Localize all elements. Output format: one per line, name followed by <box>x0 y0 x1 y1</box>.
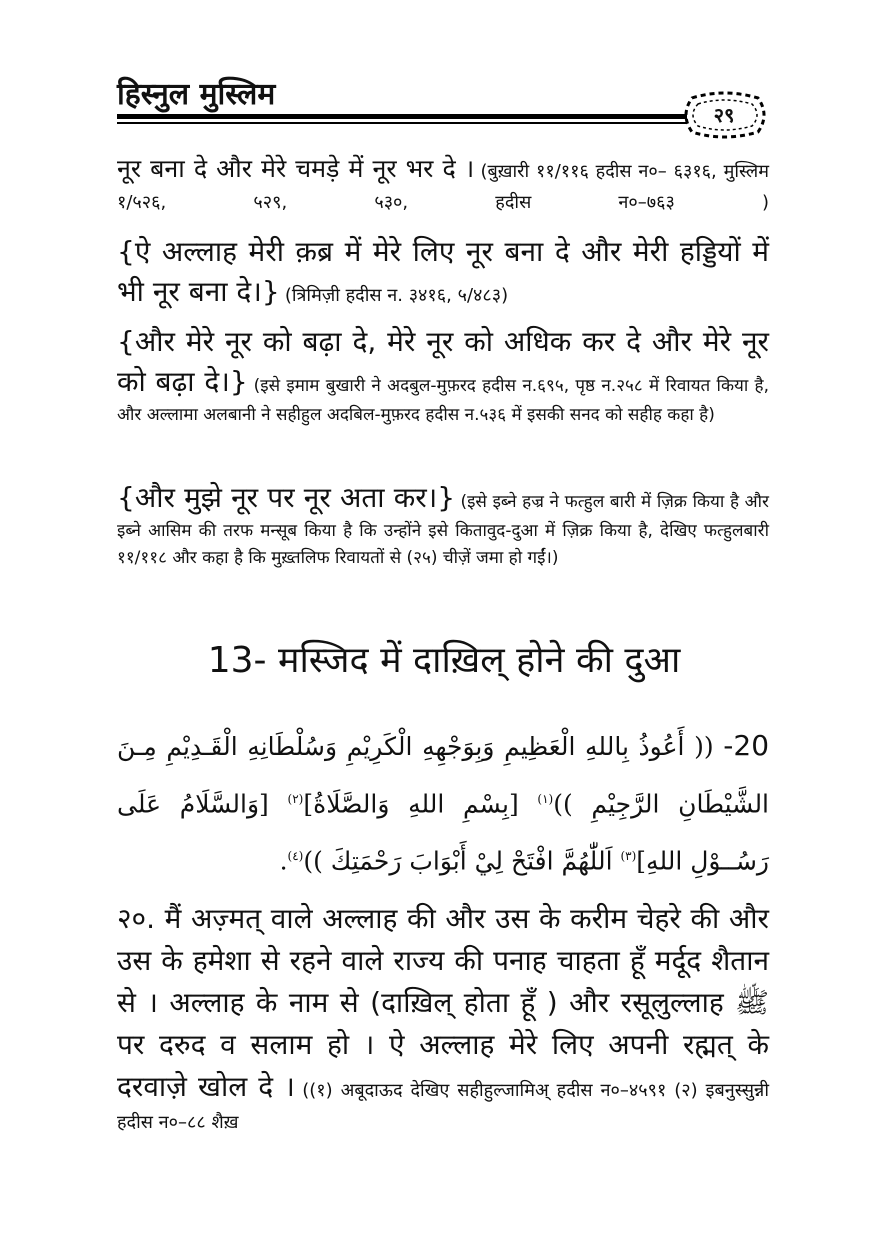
header-rule-thin <box>117 122 687 124</box>
translation-footnote: ((१) अबूदाऊद देखिए सहीहुल्जामिअ् हदीस न०–४५९१ (२) इबनुस्सुन्नी हदीस न०–८८ शैख़ <box>117 1080 769 1133</box>
book-title: हिस्नुल मुस्लिम <box>117 77 276 112</box>
paragraph-1-reference: (बुख़ारी ११/११६ हदीस न०– ६३१६, मुस्लिम १/५२६, ५२९, ५३०, हदीस न०–७६३ ) <box>117 161 769 213</box>
translation <box>117 898 769 1137</box>
section-heading: 13- मस्जिद में दाख़िल् होने की दुआ <box>207 640 681 681</box>
paragraph-1 <box>117 150 769 217</box>
arabic-line-3b: اَللّٰهُمَّ افْتَحْ لِيْ أَبْوَابَ رَحْمَتِكَ )) <box>303 846 613 876</box>
paragraph-2-reference: (त्रिमिज़ी हदीस न. ३४१६, ५/४८३) <box>284 285 509 306</box>
dua-number: 20- <box>723 729 770 762</box>
translation-text: २०. मैं अज़्मत् वाले अल्लाह की और उस के करीम चेहरे की और उस के हमेशा से रहने वाले राज्य की पनाह चाहता हूँ मर्दूद शैतान से । अल्लाह के नाम से (दाख़िल् होता हूँ ) और रसूलुल्लाह ﷺ पर दरुद व सलाम हो । ऐ अल्लाह मेरे लिए अपनी रह्मत् के दरवाज़े खोल दे । <box>117 902 769 1103</box>
arabic-line-2b: [بِسْمِ اللهِ وَالصَّلَاةُ] <box>303 789 519 819</box>
arabic-line-2c: [وَالسَّلَامُ عَلَى رَسُــوْلِ <box>117 789 769 876</box>
arabic-end: . <box>279 846 288 876</box>
paragraph-3 <box>117 322 769 429</box>
header-rule-thick <box>117 114 687 119</box>
footnote-marker-4: (٤) <box>287 849 304 864</box>
page-number-badge <box>678 90 770 140</box>
arabic-line-3: اللهِ] <box>636 846 683 876</box>
footnote-marker-2: (٢) <box>287 792 304 806</box>
footnote-marker-1: (١) <box>537 792 554 806</box>
footnote-marker-3: (٣) <box>620 849 637 864</box>
paragraph-3-reference: (इसे इमाम बुखारी ने अदबुल-मुफ़रद हदीस न.६९५, पृष्ठ न.२५८ में रिवायत किया है, और अल्लामा अलबानी ने सहीहुल अदबिल-मुफ़रद हदीस न.५३६ में इसकी सनद को सहीह कहा है) <box>117 376 769 425</box>
paragraph-1-text: नूर बना दे और मेरे चमड़े में नूर भर दे । <box>117 154 475 183</box>
paragraph-4-text: {और मुझे नूर पर नूर अता कर।} <box>117 481 456 514</box>
arabic-line-1: (( أَعُوذُ بِاللهِ الْعَظِيمِ وَبِوَجْهِهِ الْكَرِيْمِ وَسُلْطَانِهِ الْقَـدِيْمِ مِـنَ <box>117 732 714 761</box>
paragraph-4 <box>117 478 769 572</box>
page-number: २९ <box>713 103 735 127</box>
arabic-dua <box>117 720 769 888</box>
paragraph-4-reference: (इसे इब्ने हज्र ने फत्हुल बारी में ज़िक्र किया है और इब्ने आसिम की तरफ मन्सूब किया है कि उन्होंने इसे कितावुद-दुआ में ज़िक्र किया है, देखिए फत्हुलबारी ११/११८ और कहा है कि मुख़्तलिफ रिवायतों से (२५) चीज़ें जमा हो गईं।) <box>117 492 769 568</box>
arabic-line-2: الشَّيْطَانِ الرَّجِيْمِ )) <box>553 789 770 819</box>
paragraph-2 <box>117 232 769 312</box>
paragraph-3-text: {और मेरे नूर को बढ़ा दे, मेरे नूर को अधिक कर दे और मेरे नूर को बढ़ा दे।} <box>117 325 769 398</box>
paragraph-2-text: {ऐ अल्लाह मेरी क़ब्र में मेरे लिए नूर बना दे और मेरी हड्डियों में भी नूर बना दे।} <box>117 235 769 308</box>
